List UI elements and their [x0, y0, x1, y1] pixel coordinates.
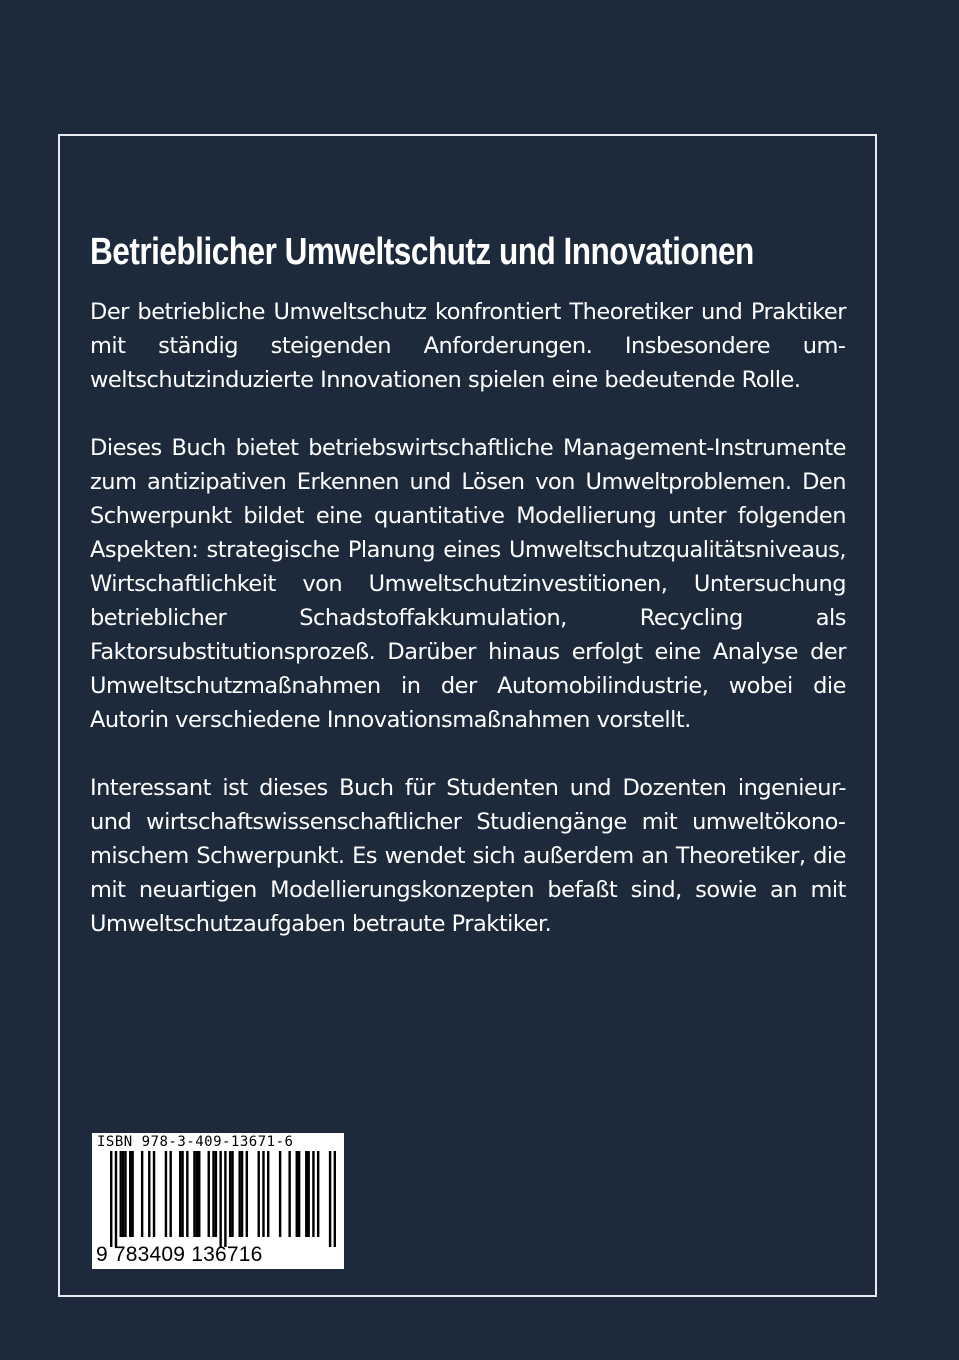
barcode-bar: [246, 1151, 248, 1237]
barcode-bar: [334, 1151, 336, 1247]
barcode-bar: [115, 1151, 117, 1247]
barcode-bar: [141, 1151, 143, 1237]
barcode-bar: [317, 1151, 319, 1237]
barcode-bar: [262, 1151, 264, 1237]
barcode-bar: [122, 1151, 124, 1237]
barcode-digits: 9 783409 136716: [96, 1243, 263, 1266]
barcode-bar: [208, 1151, 210, 1237]
barcode-bar: [198, 1151, 200, 1237]
barcode-bar: [124, 1151, 126, 1237]
isbn-label: ISBN 978-3-409-13671-6: [97, 1134, 294, 1150]
barcode-bar: [120, 1151, 122, 1237]
barcode-bar: [238, 1151, 240, 1237]
barcode-bar: [131, 1151, 133, 1237]
barcode-bar: [215, 1151, 217, 1237]
barcode-bar: [179, 1151, 181, 1237]
barcode-bar: [307, 1151, 309, 1237]
audience-paragraph: Interessant ist dieses Buch für Studenten und Dozenten ingenieur- und wirtschaftswissenschaftlicher Studiengänge mit umweltökonomischem Schwerpunkt. Es wendet sich außerdem an Theoretiker, die mit neuartigen Modellierungskonzepten befaßt sind, sowie an mit Umweltschutzaufgaben betraute Praktiker.: [90, 775, 846, 937]
barcode-bar: [229, 1151, 231, 1237]
barcode-bar: [219, 1151, 221, 1247]
barcode-bar: [196, 1151, 198, 1237]
content-paragraph: Dieses Buch bietet betriebswirtschaftliche Management-Instrumente zum antizipativen Erkennen und Lösen von Umweltproblemen. Den Schwerpunkt bildet eine quantitative Modellierung unter folgenden Aspekten: strategische Planung eines Umweltschutzqualitätsniveaus, Wirtschaftlichkeit von Umweltschutzinvestitionen, Untersuchung betrieblicher Schadstoffakkumulation, Recycling als Faktorsubstitutionsprozeß. Darüber hinaus erfolgt eine Analyse der Umweltschutzmaßnahmen in der Automobilindustrie, wobei die Autorin verschiedene Innovationsmaßnahmen vorstellt.: [90, 435, 846, 733]
barcode-bar: [257, 1151, 259, 1237]
barcode-bar: [148, 1151, 150, 1237]
barcode-bars: [110, 1151, 336, 1247]
book-title: Betrieblicher Umweltschutz und Innovationen: [90, 231, 754, 273]
barcode-bar: [165, 1151, 167, 1237]
barcode-bar: [153, 1151, 155, 1237]
barcode-bar: [193, 1151, 195, 1237]
barcode-bar: [224, 1151, 226, 1247]
barcode-bar: [231, 1151, 233, 1237]
barcode-bar: [129, 1151, 131, 1237]
barcode-bar: [267, 1151, 269, 1237]
isbn-barcode: [92, 1133, 344, 1269]
intro-paragraph: Der betriebliche Umweltschutz konfrontiert Theoretiker und Praktiker mit ständig steigenden Anforderungen. Insbesondere umweltschutzinduzierte Innovationen spielen eine bedeutende Rolle.: [90, 299, 846, 393]
barcode-bar: [241, 1151, 243, 1237]
barcode-bar: [212, 1151, 214, 1237]
barcode-bar: [169, 1151, 171, 1237]
barcode-bar: [296, 1151, 298, 1237]
barcode-bar: [181, 1151, 183, 1237]
barcode-bar: [288, 1151, 290, 1237]
barcode-bar: [312, 1151, 314, 1237]
barcode-bar: [298, 1151, 300, 1237]
barcode-bar: [305, 1151, 307, 1237]
barcode-bar: [329, 1151, 331, 1247]
barcode-bar: [186, 1151, 188, 1237]
barcode-bar: [110, 1151, 112, 1247]
barcode-bar: [279, 1151, 281, 1237]
